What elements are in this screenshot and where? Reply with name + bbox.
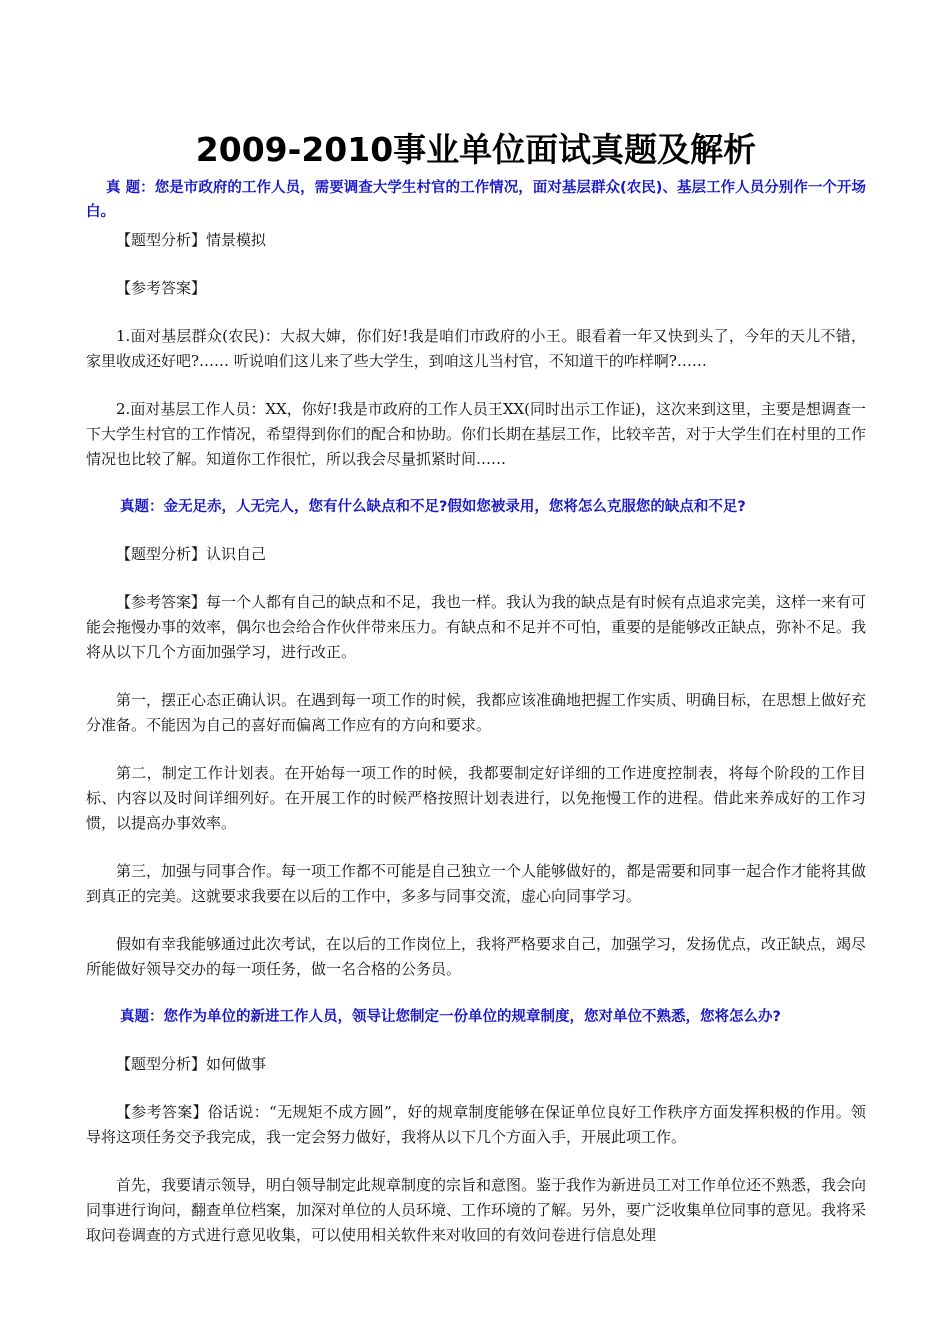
question-2: 真题：金无足赤，人无完人，您有什么缺点和不足?假如您被录用，您将怎么克服您的缺点和不足? [120,499,746,515]
answer-1-paragraph-1: 1.面对基层群众(农民)：大叔大婶，你们好!我是咱们市政府的小王。眼看着一年又快到头了，今年的天儿不错，家里收成还好吧?…… 听说咱们这儿来了些大学生，到咱这儿当村官，不知道干的咋样啊?…… [86,327,866,370]
answer-3-point-1: 首先，我要请示领导，明白领导制定此规章制度的宗旨和意图。鉴于我作为新进员工对工作单位还不熟悉，我会向同事进行询问，翻查单位档案，加深对单位的人员环境、工作环境的了解。另外，要广泛收集单位同事的意见。我将采取问卷调查的方式进行意见收集，可以使用相关软件来对收回的有效问卷进行信息处理 [86,1176,867,1244]
document-page [86,120,866,1248]
question-3: 真题：您作为单位的新进工作人员，领导让您制定一份单位的规章制度，您对单位不熟悉，您将怎么办? [120,1009,781,1025]
analysis-1: 【题型分析】情景模拟 [116,231,267,249]
analysis-2: 【题型分析】认识自己 [116,545,267,563]
answer-label-1: 【参考答案】 [116,279,207,297]
analysis-3: 【题型分析】如何做事 [116,1055,267,1073]
answer-2-point-3: 第三，加强与同事合作。每一项工作都不可能是自己独立一个人能够做好的，都是需要和同事一起合作才能将其做到真正的完美。这就要求我要在以后的工作中，多多与同事交流，虚心向同事学习。 [86,862,867,905]
answer-2-point-1: 第一，摆正心态正确认识。在遇到每一项工作的时候，我都应该准确地把握工作实质、明确目标，在思想上做好充分准备。不能因为自己的喜好而偏离工作应有的方向和要求。 [86,691,867,734]
answer-3: 【参考答案】俗话说：“无规矩不成方圆”，好的规章制度能够在保证单位良好工作秩序方面发挥积极的作用。领导将这项任务交予我完成，我一定会努力做好，我将从以下几个方面入手，开展此项工作。 [86,1103,866,1146]
answer-1-paragraph-2: 2.面对基层工作人员：XX，你好!我是市政府的工作人员王XX(同时出示工作证)，这次来到这里，主要是想调查一下大学生村官的工作情况，希望得到你们的配合和协助。你们长期在基层工作，比较辛苦，对于大学生们在村里的工作情况也比较了解。知道你工作很忙，所以我会尽量抓紧时间…… [86,400,867,468]
question-1: 真 题：您是市政府的工作人员，需要调查大学生村官的工作情况，面对基层群众(农民)、基层工作人员分别作一个开场白。 [86,180,866,220]
answer-2: 【参考答案】每一个人都有自己的缺点和不足，我也一样。我认为我的缺点是有时候有点追求完美，这样一来有可能会拖慢办事的效率，偶尔也会给合作伙伴带来压力。有缺点和不足并不可怕，重要的是能够改正缺点，弥补不足。我将从以下几个方面加强学习，进行改正。 [86,593,867,661]
page-title: 2009-2010事业单位面试真题及解析 [195,130,757,169]
answer-2-point-2: 第二，制定工作计划表。在开始每一项工作的时候，我都要制定好详细的工作进度控制表，将每个阶段的工作目标、内容以及时间详细列好。在开展工作的时候严格按照计划表进行，以免拖慢工作的进程。借此来养成好的工作习惯，以提高办事效率。 [86,764,866,832]
answer-2-conclusion: 假如有幸我能够通过此次考试，在以后的工作岗位上，我将严格要求自己，加强学习，发扬优点，改正缺点，竭尽所能做好领导交办的每一项任务，做一名合格的公务员。 [86,935,867,978]
